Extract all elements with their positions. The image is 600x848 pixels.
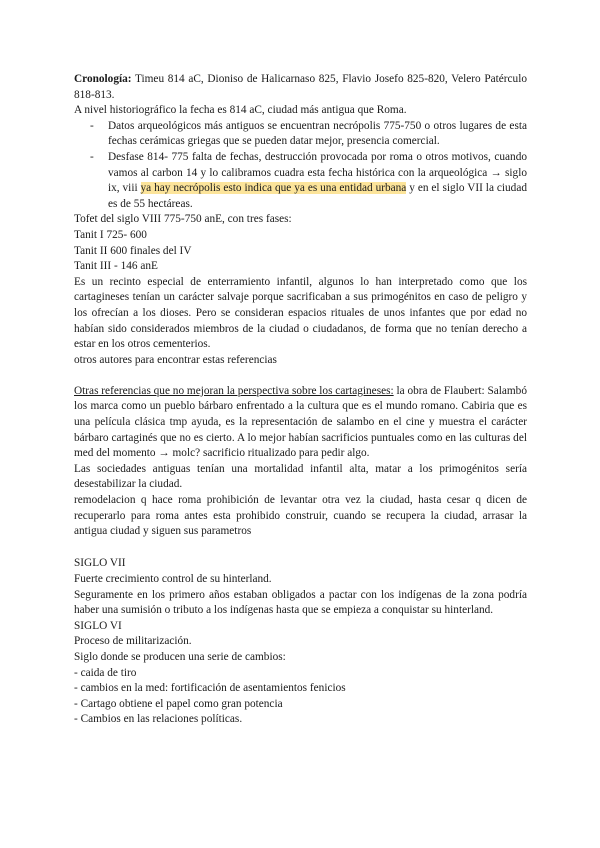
tofet-description: Es un recinto especial de enterramiento infantil, algunos lo han interpretado como que los cartagineses tenían un carácter salvaje porque sacrificaban a sus primogénitos en caso de peligro y los ofrecían a los dioses. Pero se consideran espacios rituales de unos infantes que por edad no habían sido considerados miembros de la ciudad o ciudadanos, de forma que no tenían derecho a estar en los otros cementerios. (74, 275, 527, 351)
tofet-phase: Tanit I 725- 600 (74, 228, 147, 241)
remodelacion-paragraph: remodelacion q hace roma prohibición de levantar otra vez la ciudad, hasta cesar q dicen de recuperarlo para roma antes esta prohibido construir, cuando se recupera la ciudad, arrasar la antigua ciudad y siguen sus parametros (74, 494, 527, 538)
siglo-vii-line: Seguramente en los primero años estaban obligados a pactar con los indígenas de la zona podría haber una sumisión o tributo a los indígenas hasta que se empieza a conquistar su hinterland. (74, 588, 527, 617)
spacer (74, 540, 527, 556)
bullet-text: Desfase 814- 775 falta de fechas, destrucción provocada por roma o otros motivos, cuando vamos al carbon 14 y lo calibramos cuadra esta fecha histórica con la arqueológica → siglo ix, viii (108, 150, 527, 195)
intro-line: A nivel historiográfico la fecha es 814 aC, ciudad más antigua que Roma. (74, 104, 407, 117)
section-title-siglo-vi: SIGLO VI (74, 619, 122, 632)
tofet-note: otros autores para encontrar estas referencias (74, 353, 277, 366)
tofet-heading: Tofet del siglo VIII 775-750 anE, con tres fases: (74, 213, 292, 226)
section-title-siglo-vii: SIGLO VII (74, 557, 126, 570)
cronologia-label: Cronología: (74, 73, 132, 85)
siglo-vi-line: - cambios en la med: fortificación de asentamientos fenicios (74, 682, 346, 695)
referencias-title: Otras referencias que no mejoran la perspectiva sobre los cartagineses: (74, 384, 394, 397)
bullet-item: - Datos arqueológicos más antiguos se encuentran necrópolis 775-750 o otros lugares de esta fechas cerámicas griegas que se pueden datar mejor, presencia comercial. (74, 119, 527, 150)
siglo-vi-line: Siglo donde se producen una serie de cambios: (74, 650, 286, 663)
tofet-phase: Tanit III - 146 anE (74, 260, 158, 273)
bullet-item (74, 150, 527, 212)
highlighted-text: ya hay necrópolis esto indica que ya es una entidad urbana (140, 182, 407, 195)
referencias-paragraph (74, 384, 527, 462)
bullet-text: y en el siglo VII la ciudad es de 55 hectáreas. (108, 182, 527, 210)
document-page (74, 72, 527, 728)
bullet-list (74, 119, 527, 213)
siglo-vi-line: Proceso de militarización. (74, 635, 192, 648)
siglo-vi-line: - Cartago obtiene el papel como gran potencia (74, 697, 283, 710)
referencias-text: la obra de Flaubert: Salambó los marca como un pueblo bárbaro enfrentado a la cultura que es el mundo romano. Cabiria que es una película clásica tmp ayuda, es la representación de salambo en el cine y muestra el carácter bárbaro cartaginés que no es cierto. A lo mejor habían sacrificios puntuales como en las culturas del med del momento → molc? sacrificio ritualizado para pedir algo. (74, 384, 527, 460)
siglo-vii-line: Fuerte crecimiento control de su hinterland. (74, 573, 272, 585)
siglo-vi-line: - Cambios en las relaciones políticas. (74, 713, 243, 726)
sociedades-paragraph: Las sociedades antiguas tenían una mortalidad infantil alta, matar a los primogénitos sería desestabilizar la ciudad. (74, 462, 527, 491)
tofet-phase: Tanit II 600 finales del IV (74, 244, 192, 257)
siglo-vi-line: - caida de tiro (74, 666, 137, 679)
cronologia-paragraph (74, 72, 527, 103)
spacer (74, 368, 527, 384)
cronologia-text: Timeu 814 aC, Dioniso de Halicarnaso 825, Flavio Josefo 825-820, Velero Patérculo 818-813. (74, 73, 527, 101)
